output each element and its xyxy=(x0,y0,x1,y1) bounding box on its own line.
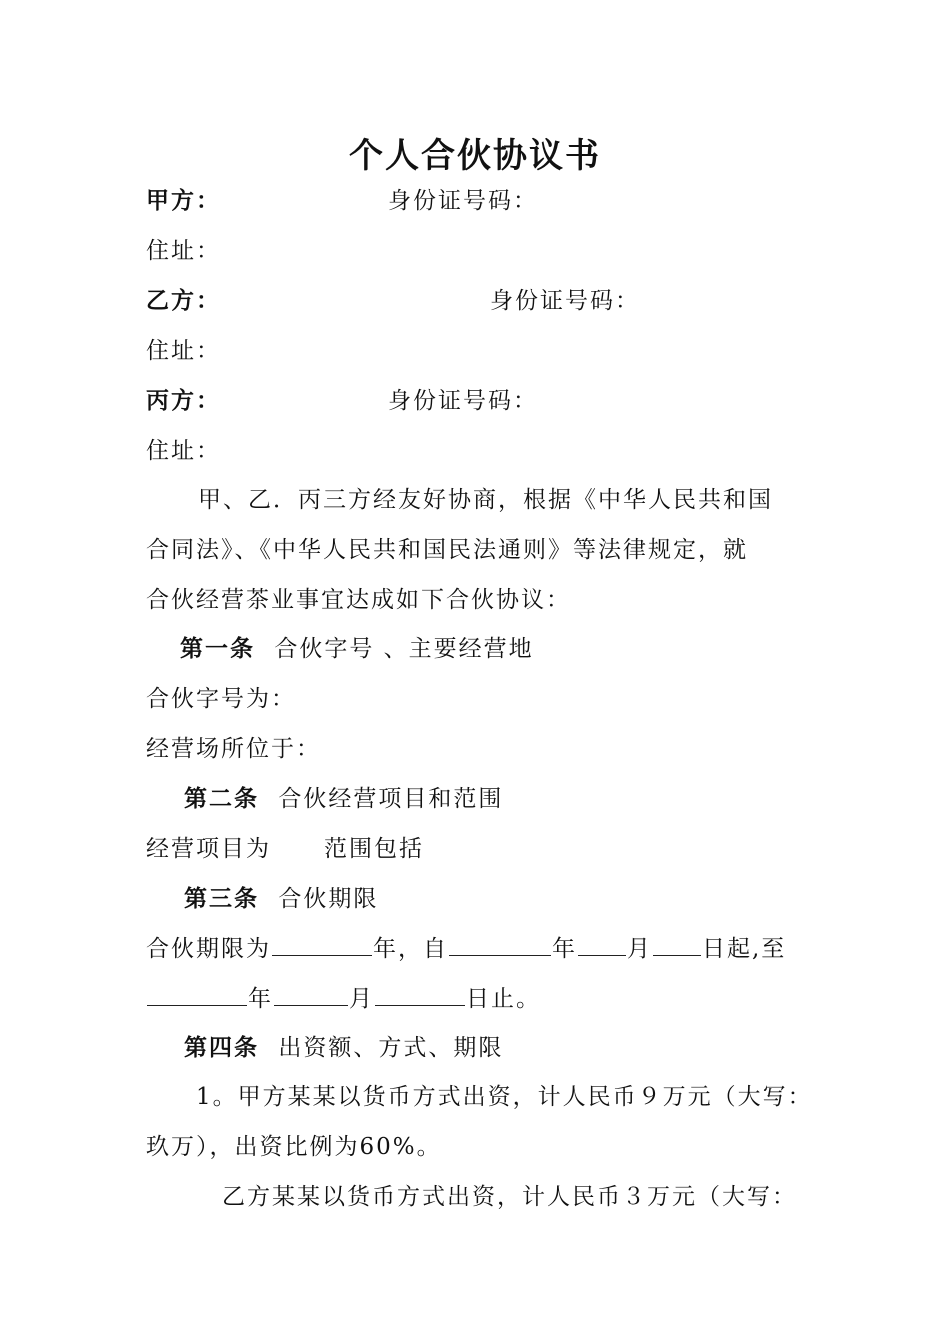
article-4-party-a-line-1: 1。甲方某某以货币方式出资，计人民币９万元（大写： xyxy=(196,1084,813,1110)
party-a-address-label: 住址： xyxy=(146,238,221,264)
article-4-party-a-line-2: 玖万），出资比例为60%。 xyxy=(146,1134,442,1160)
term-years-blank xyxy=(272,933,372,956)
start-day-label: 日起,至 xyxy=(702,936,787,962)
end-day-label: 日止。 xyxy=(466,986,541,1012)
article-3-term-line-2 xyxy=(146,983,541,1014)
start-month-blank xyxy=(578,933,626,956)
end-day-blank xyxy=(375,983,465,1006)
intro-line-3: 合伙经营茶业事宜达成如下合伙协议： xyxy=(146,587,571,613)
article-3-title: 合伙期限 xyxy=(278,886,379,912)
start-day-blank xyxy=(653,933,701,956)
article-4-heading-row xyxy=(184,1033,503,1063)
end-year-label: 年 xyxy=(248,986,273,1012)
intro-line-1: 甲、乙．丙三方经友好协商，根据《中华人民共和国 xyxy=(198,487,773,513)
party-b-id-label: 身份证号码： xyxy=(490,288,640,314)
party-b-label: 乙方： xyxy=(146,288,221,314)
article-3-heading: 第三条 xyxy=(184,886,259,912)
party-b-address-label: 住址： xyxy=(146,338,221,364)
article-1-place-line: 经营场所位于： xyxy=(146,736,321,762)
intro-line-2: 合同法》、《中华人民共和国民法通则》等法律规定，就 xyxy=(146,537,748,563)
end-month-label: 月 xyxy=(349,986,374,1012)
article-2-scope-label: 范围包括 xyxy=(324,836,424,862)
article-2-heading-row xyxy=(184,784,503,814)
party-c-label: 丙方： xyxy=(146,388,221,414)
article-2-title: 合伙经营项目和范围 xyxy=(278,786,504,812)
start-year-blank xyxy=(449,933,551,956)
start-year-label: 年 xyxy=(552,936,577,962)
article-1-name-line: 合伙字号为： xyxy=(146,686,296,712)
article-2-heading: 第二条 xyxy=(184,786,259,812)
article-3-heading-row xyxy=(184,884,378,914)
article-3-term-line-1 xyxy=(146,933,786,964)
start-month-label: 月 xyxy=(627,936,652,962)
article-2-items-label: 经营项目为 xyxy=(146,836,271,862)
article-4-heading: 第四条 xyxy=(184,1035,259,1061)
article-1-heading: 第一条 xyxy=(180,636,255,662)
article-4-party-b-line-1: 乙方某某以货币方式出资，计人民币３万元（大写： xyxy=(222,1184,797,1210)
term-from-label: 年，自 xyxy=(373,936,448,962)
party-c-id-label: 身份证号码： xyxy=(388,388,538,414)
party-c-address-label: 住址： xyxy=(146,438,221,464)
term-label: 合伙期限为 xyxy=(146,936,271,962)
document-title: 个人合伙协议书 xyxy=(349,136,601,176)
end-month-blank xyxy=(274,983,348,1006)
party-a-label: 甲方： xyxy=(146,188,221,214)
article-4-title: 出资额、方式、期限 xyxy=(278,1035,504,1061)
end-year-blank xyxy=(147,983,247,1006)
article-1-heading-row xyxy=(180,634,534,664)
party-a-id-label: 身份证号码： xyxy=(388,188,538,214)
article-1-title: 合伙字号 、主要经营地 xyxy=(274,636,534,662)
